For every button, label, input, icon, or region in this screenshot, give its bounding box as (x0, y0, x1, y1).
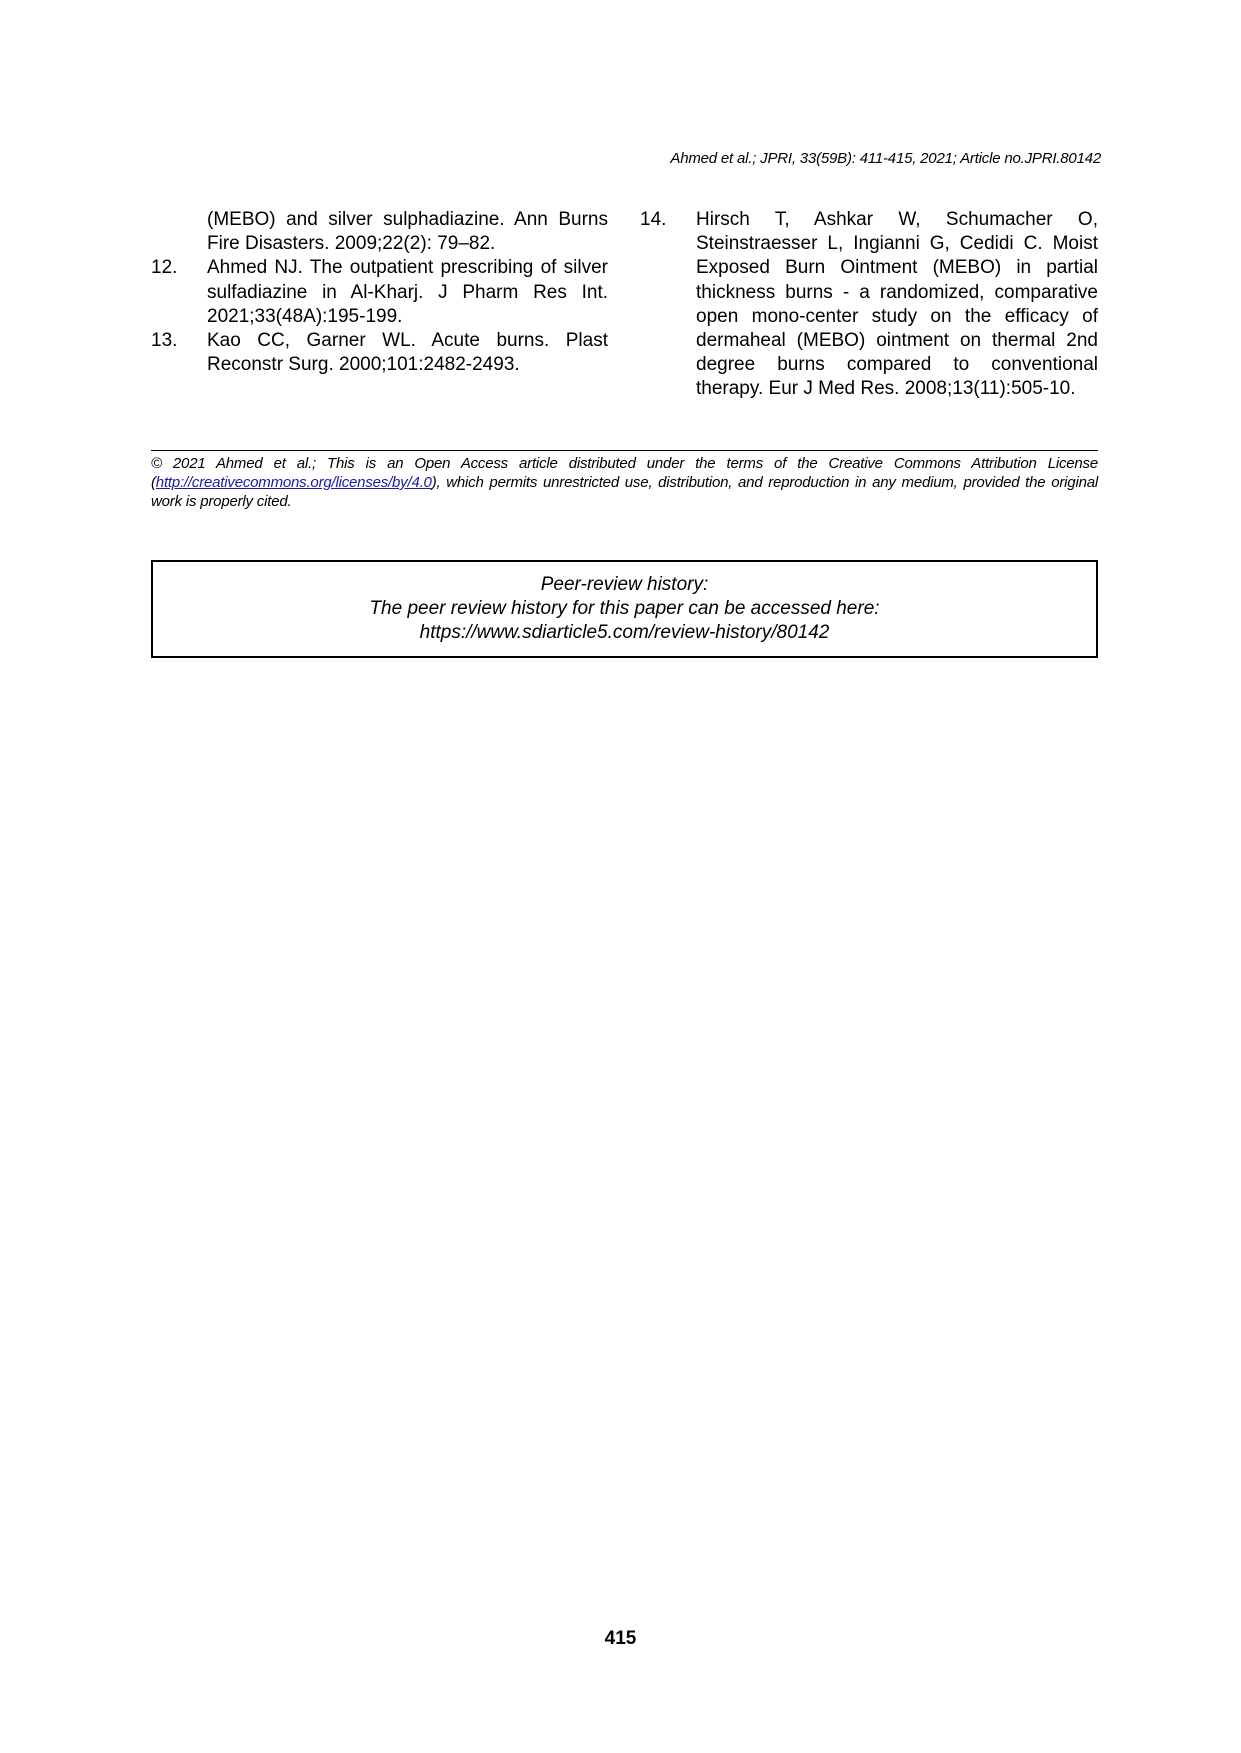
reference-number: 13. (151, 330, 178, 352)
references-right-column (640, 208, 1098, 402)
reference-text: Ahmed NJ. The outpatient prescribing of silver sulfadiazine in Al-Kharj. J Pharm Res Int. 2021;33(48A):195-199. (207, 257, 608, 327)
reference-text: Hirsch T, Ashkar W, Schumacher O, Steinstraesser L, Ingianni G, Cedidi C. Moist Exposed Burn Ointment (MEBO) in partial thickness burns - a randomized, comparative open mono-center study on the efficacy of dermaheal (MEBO) ointment on thermal 2nd degree burns compared to conventional therapy. Eur J Med Res. 2008;13(11):505-10. (696, 209, 1098, 400)
references-left-column (151, 208, 608, 377)
reference-item (151, 256, 608, 329)
reference-item (151, 329, 608, 377)
peer-review-box (151, 560, 1098, 658)
reference-number: 12. (151, 257, 178, 279)
license-suffix: ), which permits unrestricted use, distribution, and reproduction in any medium, provided the original work is properly cited. (151, 474, 1098, 510)
license-divider (151, 450, 1098, 451)
peer-review-title: Peer-review history: (540, 574, 709, 595)
reference-text: Kao CC, Garner WL. Acute burns. Plast Reconstr Surg. 2000;101:2482-2493. (207, 330, 608, 376)
reference-number: 14. (640, 209, 667, 230)
peer-review-url[interactable]: https://www.sdiarticle5.com/review-history/80142 (419, 622, 830, 643)
license-notice (151, 454, 1098, 511)
reference-item (151, 208, 608, 256)
reference-item (640, 208, 1098, 402)
peer-review-line: The peer review history for this paper can be accessed here: (369, 598, 880, 619)
running-head: Ahmed et al.; JPRI, 33(59B): 411-415, 2021; Article no.JPRI.80142 (670, 150, 1101, 167)
license-prefix: © 2021 Ahmed et al.; This is an Open Access article distributed under the terms of the Creative Commons Attribution License ( (151, 455, 1098, 491)
page-number: 415 (604, 1628, 637, 1649)
reference-text: (MEBO) and silver sulphadiazine. Ann Burns Fire Disasters. 2009;22(2): 79–82. (207, 209, 608, 255)
license-link[interactable]: http://creativecommons.org/licenses/by/4.0 (155, 474, 432, 491)
